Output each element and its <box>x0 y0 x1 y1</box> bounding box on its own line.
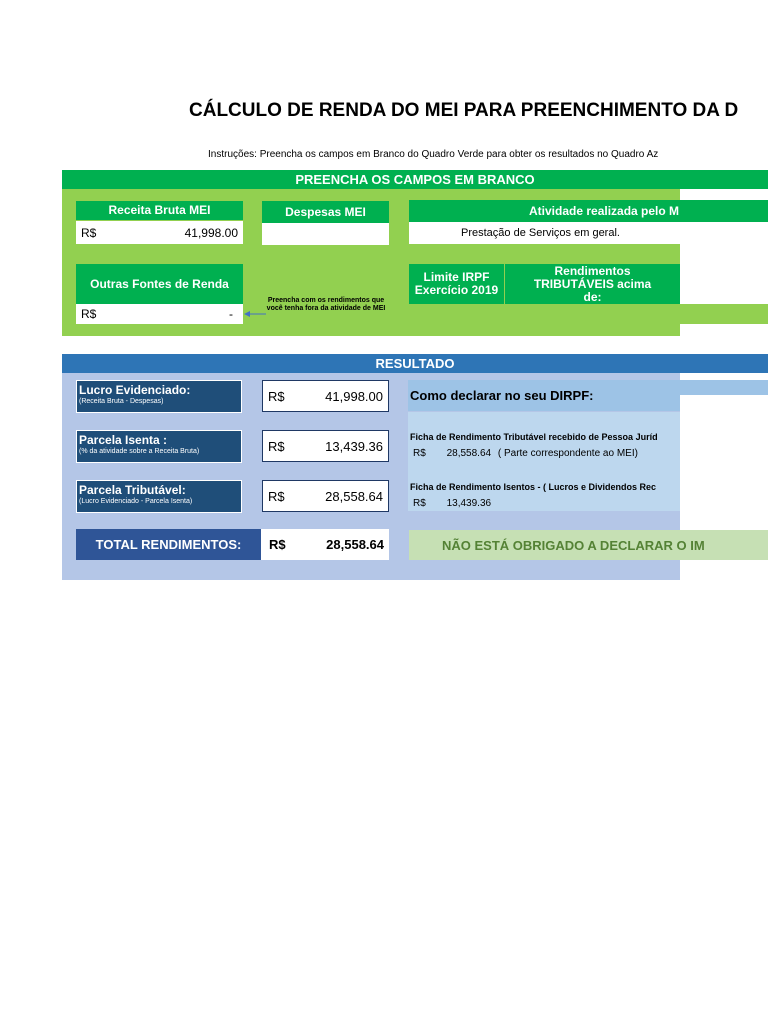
atividade-value: Prestação de Serviços em geral. <box>461 227 620 239</box>
ficha-tributavel-title: Ficha de Rendimento Tributável recebido de Pessoa Juríd <box>410 432 658 442</box>
total-rendimentos-label: TOTAL RENDIMENTOS: <box>76 529 261 560</box>
input-section-header: PREENCHA OS CAMPOS EM BRANCO <box>62 170 768 189</box>
parcela-isenta-label: Parcela Isenta : (% da atividade sobre a Receita Bruta) <box>76 430 242 463</box>
page-cutoff-mask <box>680 395 768 529</box>
outras-value: - <box>229 307 233 321</box>
outras-currency: R$ <box>81 307 97 321</box>
outras-fontes-label: Outras Fontes de Renda <box>76 264 243 304</box>
receita-currency: R$ <box>81 225 97 240</box>
rendimentos-tributaveis-label: Rendimentos TRIBUTÁVEIS acima de: <box>505 264 680 304</box>
outras-fontes-note: Preencha com os rendimentos que você tenha fora da atividade de MEI <box>266 297 386 312</box>
page-title: CÁLCULO DE RENDA DO MEI PARA PREENCHIMENTO DA D <box>189 100 739 121</box>
ficha-isentos-row: R$ 13,439.36 <box>413 498 492 509</box>
ficha-tributavel-row: R$ 28,558.64 ( Parte correspondente ao MEI) <box>413 448 638 459</box>
lucro-evidenciado-label: Lucro Evidenciado: (Receita Bruta - Despesas) <box>76 380 242 413</box>
result-section-header: RESULTADO <box>62 354 768 373</box>
despesas-field[interactable] <box>262 223 389 245</box>
parcela-tributavel-label: Parcela Tributável: (Lucro Evidenciado - Parcela Isenta) <box>76 480 242 513</box>
ficha-isentos-title: Ficha de Rendimento Isentos - ( Lucros e Dividendos Rec <box>410 482 657 492</box>
fichas-panel <box>408 412 680 511</box>
instructions-text: Instruções: Preencha os campos em Branco do Quadro Verde para obter os resultados no Quadro Az <box>208 149 659 160</box>
parcela-tributavel-value: R$ 28,558.64 <box>262 480 389 512</box>
input-panel-extension <box>680 304 768 324</box>
despesas-label: Despesas MEI <box>262 201 389 223</box>
parcela-isenta-value: R$ 13,439.36 <box>262 430 389 462</box>
lucro-evidenciado-value: R$ 41,998.00 <box>262 380 389 412</box>
atividade-dropdown[interactable] <box>409 222 680 244</box>
result-message: NÃO ESTÁ OBRIGADO A DECLARAR O IM <box>409 530 768 560</box>
page-cutoff-mask-bottom <box>680 560 768 590</box>
total-rendimentos-value: R$ 28,558.64 <box>261 529 389 560</box>
limite-irpf-label: Limite IRPF Exercício 2019 <box>409 264 504 304</box>
como-declarar-header: Como declarar no seu DIRPF: <box>408 380 768 411</box>
receita-bruta-field[interactable] <box>76 221 243 244</box>
atividade-label: Atividade realizada pelo M <box>409 200 768 222</box>
receita-value: 41,998.00 <box>184 225 238 240</box>
receita-bruta-label: Receita Bruta MEI <box>76 201 243 220</box>
outras-fontes-field[interactable] <box>76 304 243 324</box>
